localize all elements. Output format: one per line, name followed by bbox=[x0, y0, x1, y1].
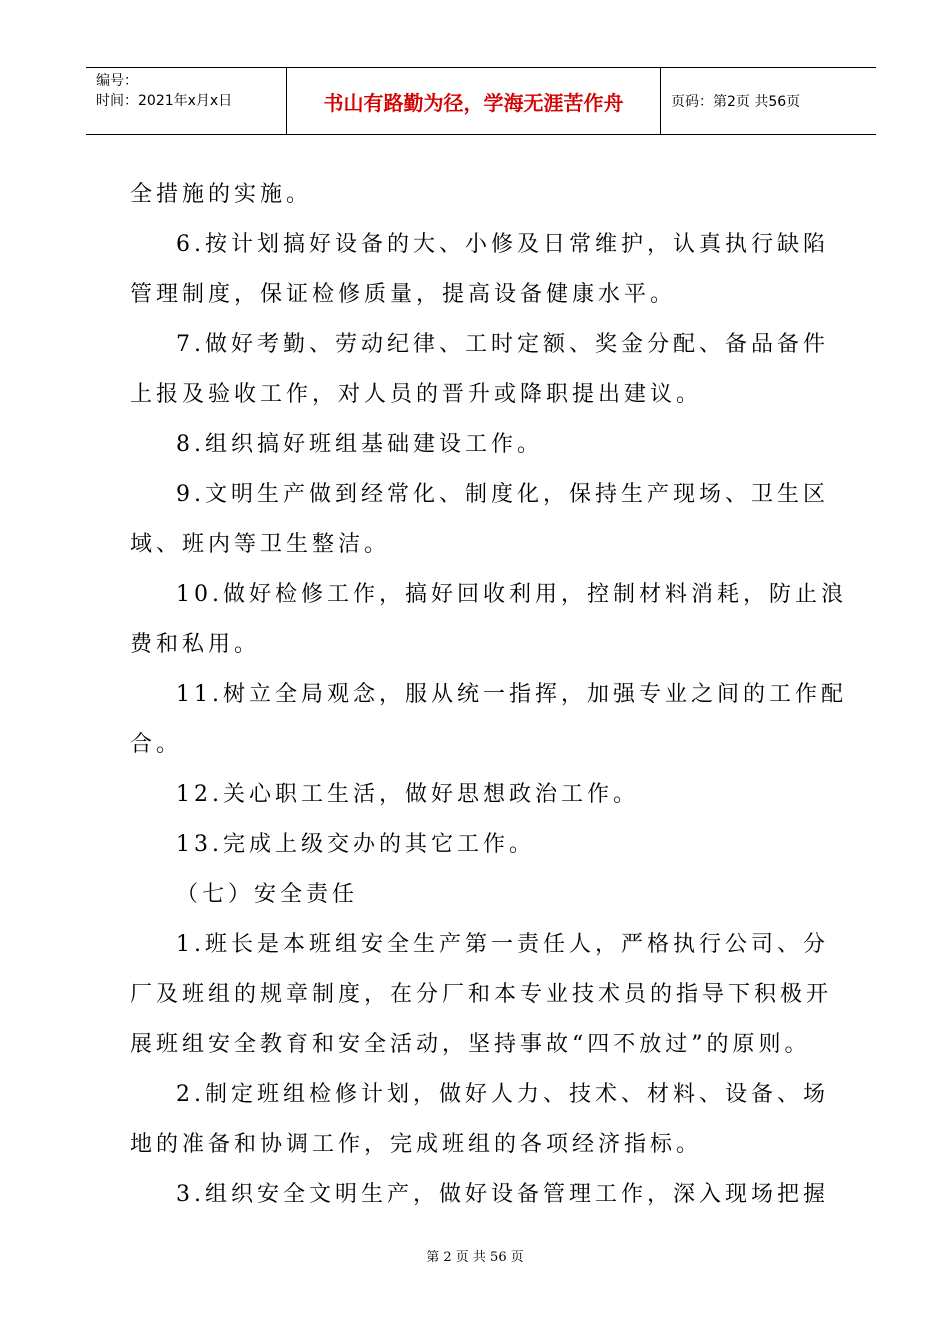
body-line: 12.关心职工生活，做好思想政治工作。 bbox=[176, 782, 639, 807]
document-body bbox=[130, 170, 847, 1220]
body-line: 10.做好检修工作，搞好回收利用，控制材料消耗，防止浪 bbox=[176, 582, 847, 607]
body-line: 2.制定班组检修计划，做好人力、技术、材料、设备、场 bbox=[176, 1082, 829, 1107]
time-label: 时间：2021年x月x日 bbox=[96, 93, 233, 109]
body-line: 全措施的实施。 bbox=[130, 182, 313, 207]
page-header bbox=[86, 67, 876, 135]
body-line: 地的准备和协调工作，完成班组的各项经济指标。 bbox=[130, 1132, 703, 1157]
body-line: 6.按计划搞好设备的大、小修及日常维护，认真执行缺陷 bbox=[176, 232, 829, 257]
body-line: 上报及验收工作，对人员的晋升或降职提出建议。 bbox=[130, 382, 703, 407]
body-line: 8.组织搞好班组基础建设工作。 bbox=[176, 432, 543, 457]
body-line: 7.做好考勤、劳动纪律、工时定额、奖金分配、备品备件 bbox=[176, 332, 829, 357]
header-motto: 书山有路勤为径，学海无涯苦作舟 bbox=[287, 68, 661, 134]
body-line: 费和私用。 bbox=[130, 632, 261, 657]
header-page-label: 页码：第2页 共56页 bbox=[671, 94, 801, 110]
body-line: 9.文明生产做到经常化、制度化，保持生产现场、卫生区 bbox=[176, 482, 829, 507]
body-line: （七）安全责任 bbox=[176, 882, 359, 907]
body-line: 展班组安全教育和安全活动，坚持事故“四不放过”的原则。 bbox=[130, 1032, 811, 1057]
body-line: 13.完成上级交办的其它工作。 bbox=[176, 832, 535, 857]
body-line: 厂及班组的规章制度，在分厂和本专业技术员的指导下积极开 bbox=[130, 982, 833, 1007]
body-line: 合。 bbox=[130, 732, 183, 757]
body-line: 3.组织安全文明生产，做好设备管理工作，深入现场把握 bbox=[176, 1182, 829, 1207]
body-line: 管理制度，保证检修质量，提高设备健康水平。 bbox=[130, 282, 677, 307]
serial-label: 编号： bbox=[96, 73, 138, 89]
page-footer: 第 2 页 共 56 页 bbox=[426, 1250, 524, 1265]
body-line: 域、班内等卫生整洁。 bbox=[130, 532, 391, 557]
body-line: 11.树立全局观念，服从统一指挥，加强专业之间的工作配 bbox=[176, 682, 847, 707]
header-meta bbox=[86, 68, 287, 134]
body-line: 1.班长是本班组安全生产第一责任人，严格执行公司、分 bbox=[176, 932, 829, 957]
